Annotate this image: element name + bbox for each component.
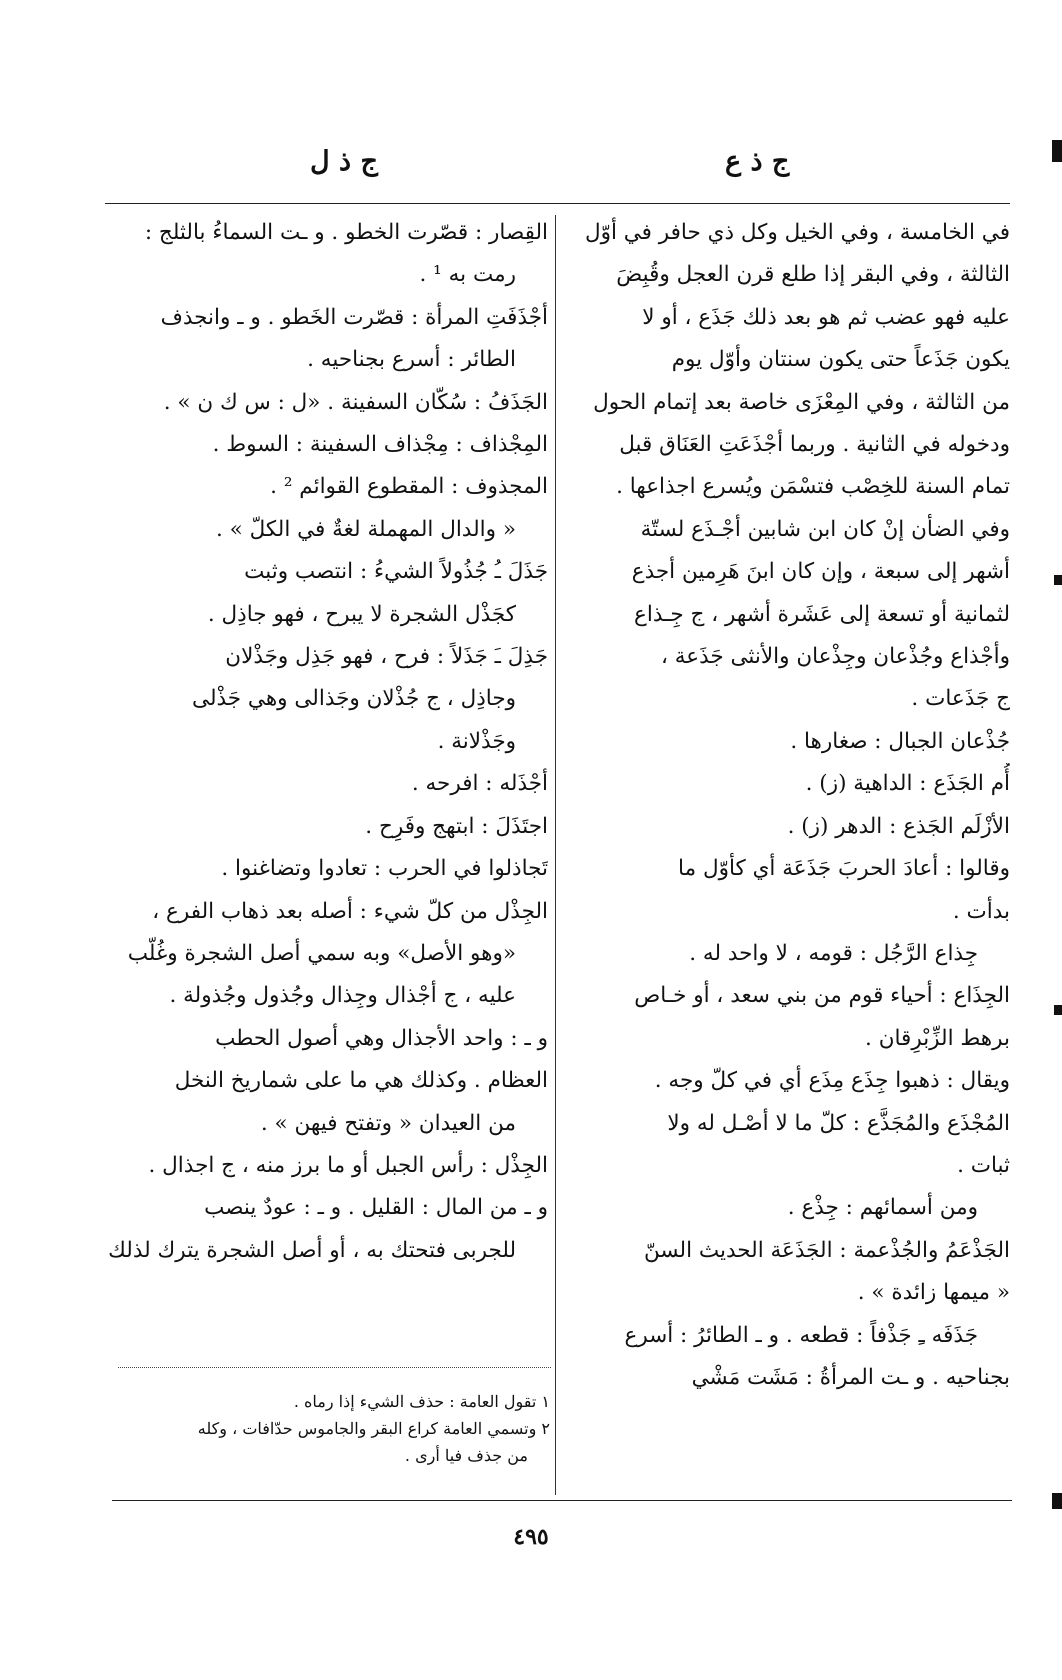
text-line: كجَذْل الشجرة لا يبرح ، فهو جاذِل .: [207, 601, 516, 627]
right-column: [570, 212, 1010, 1399]
text-line: تَجاذلوا في الحرب : تعادوا وتضاغنوا .: [221, 856, 548, 882]
text-line: جُذْعان الجبال : صغارها .: [790, 728, 1010, 754]
footnote-line: ٢ وتسمي العامة كراع البقر والجاموس حدّافات ، وكله: [197, 1419, 550, 1438]
text-line: اجتَذَلَ : ابتهج وفَرِح .: [365, 813, 548, 839]
text-line: « ميمها زائدة » .: [857, 1280, 1010, 1306]
text-line: المجذوف : المقطوع القوائم ² .: [270, 474, 548, 500]
text-line: في الخامسة ، وفي الخيل وكل ذي حافر في أوّل: [584, 220, 1010, 245]
text-line: بدأت .: [952, 898, 1010, 924]
text-line: وجاذِل ، ج جُذْلان وجَذالى وهي جَذْلى: [192, 686, 516, 712]
text-line: عليه فهو عضب ثم هو بعد ذلك جَذَع ، أو لا: [642, 304, 1010, 330]
footnote-line: من جذف فيا أرى .: [404, 1446, 528, 1465]
text-line: الجِذَاع : أحياء قوم من بني سعد ، أو خـاص: [634, 983, 1010, 1009]
text-line: وجَذْلانة .: [437, 728, 516, 754]
scan-mark: [1052, 140, 1062, 162]
text-line: جَذَلَ ـُ جُذُولاً الشيءُ : انتصب وثبت: [244, 559, 548, 585]
running-header-left: ج ذ ل: [310, 146, 378, 177]
text-line: ويقال : ذهبوا جِذَع مِذَع أي في كلّ وجه .: [654, 1068, 1010, 1094]
text-line: من الثالثة ، وفي المِعْزَى خاصة بعد إتمام الحول: [593, 389, 1010, 415]
scan-mark: [1052, 1493, 1062, 1509]
text-line: القِصار : قصّرت الخطو . و ـت السماءُ بالثلج :: [144, 220, 548, 245]
text-line: وفي الضأن إنْ كان ابن شابين أجْـذَع لستّة: [640, 516, 1010, 542]
running-header-right: ج ذ ع: [725, 146, 790, 177]
text-line: الجَذَفُ : سُكّان السفينة . «ل : س ك ن » .: [163, 389, 548, 415]
text-line: الجِذْل من كلّ شيء : أصله بعد ذهاب الفرع ،: [152, 898, 548, 924]
text-line: الجَذْعَمُ والجُذْعمة : الجَذَعَة الحديث السنّ: [644, 1237, 1010, 1263]
footer-rule: [112, 1500, 1012, 1501]
text-line: ودخوله في الثانية . وربما أجْذَعَتِ العَنَاق قبل: [619, 432, 1010, 458]
text-line: المِجْذاف : مِجْذاف السفينة : السوط .: [212, 432, 548, 458]
footnote-rule: [118, 1367, 551, 1368]
text-line: ج جَذَعات .: [911, 686, 1010, 712]
text-line: الطائر : أسرع بجناحيه .: [307, 347, 516, 373]
header-rule: [105, 203, 1010, 204]
text-line: تمام السنة للخِصْب فتسْمَن ويُسرع اجذاعها .: [616, 474, 1010, 500]
text-line: الجِذْل : رأس الجبل أو ما برز منه ، ج اجذال .: [148, 1152, 548, 1178]
scan-mark: [1054, 1005, 1062, 1015]
page-number: ٤٩٥: [513, 1524, 549, 1550]
text-line: يكون جَذَعاً حتى يكون سنتان وأوّل يوم: [671, 347, 1010, 373]
text-line: ثبات .: [957, 1152, 1010, 1178]
footnote-line: ١ تقول العامة : حذف الشيء إذا رماه .: [293, 1392, 550, 1411]
text-line: ومن أسمائهم : جِذْع .: [787, 1195, 978, 1221]
text-line: من العيدان « وتفتح فيهن » .: [260, 1110, 516, 1136]
footnotes: [110, 1388, 550, 1469]
text-line: أشهر إلى سبعة ، وإن كان ابنَ هَرِمين أجذع: [631, 559, 1010, 585]
text-line: و ـ : واحد الأجذال وهي أصول الحطب: [215, 1025, 548, 1051]
text-line: «وهو الأصل» وبه سمي أصل الشجرة وغُلّب: [127, 940, 516, 966]
text-line: أُم الجَذَع : الداهية (ز) .: [805, 771, 1010, 797]
text-line: الثالثة ، وفي البقر إذا طلع قرن العجل وقُبِضَ: [616, 262, 1010, 288]
text-line: أجْذَله : افرحه .: [411, 771, 548, 797]
text-line: جَذَفَه ـِ جَذْفاً : قطعه . و ـ الطائرُ : أسرع: [624, 1322, 978, 1348]
text-line: عليه ، ج أجْذال وجِذال وجُذول وجُذولة .: [169, 983, 516, 1009]
text-line: وأجْذاع وجُذْعان وجِذْعان والأنثى جَذَعة ،: [660, 644, 1010, 670]
text-line: وقالوا : أعادَ الحربَ جَذَعَة أي كأوّل ما: [678, 856, 1010, 882]
scan-mark: [1054, 575, 1062, 585]
text-line: جَذِلَ ـَ جَذَلاً : فرح ، فهو جَذِل وجَذْلان: [225, 644, 548, 670]
text-line: الأزْلَم الجَذع : الدهر (ز) .: [787, 813, 1010, 839]
text-line: للجربى فتحتك به ، أو أصل الشجرة يترك لذلك: [108, 1237, 516, 1263]
text-line: رمت به ¹ .: [419, 262, 516, 288]
text-line: أجْذَفَتِ المرأة : قصّرت الخَطو . و ـ وانجذف: [160, 304, 548, 330]
text-line: برهط الزِّبْرِقان .: [865, 1025, 1010, 1051]
text-line: و ـ من المال : القليل . و ـ : عودٌ ينصب: [204, 1195, 548, 1221]
left-column: [108, 212, 548, 1272]
text-line: العظام . وكذلك هي ما على شماريخ النخل: [174, 1068, 548, 1094]
text-line: المُجْذَع والمُجَذَّع : كلّ ما لا أصْـل له ولا: [667, 1110, 1010, 1136]
text-line: لثمانية أو تسعة إلى عَشَرة أشهر ، ج جِـذاع: [634, 601, 1010, 627]
text-line: « والدال المهملة لغةٌ في الكلّ » .: [215, 516, 516, 542]
column-divider: [555, 215, 556, 1495]
text-line: جِذاع الرَّجُل : قومه ، لا واحد له .: [689, 940, 978, 966]
text-line: بجناحيه . و ـت المرأةُ : مَشَت مَشْي: [691, 1364, 1010, 1390]
